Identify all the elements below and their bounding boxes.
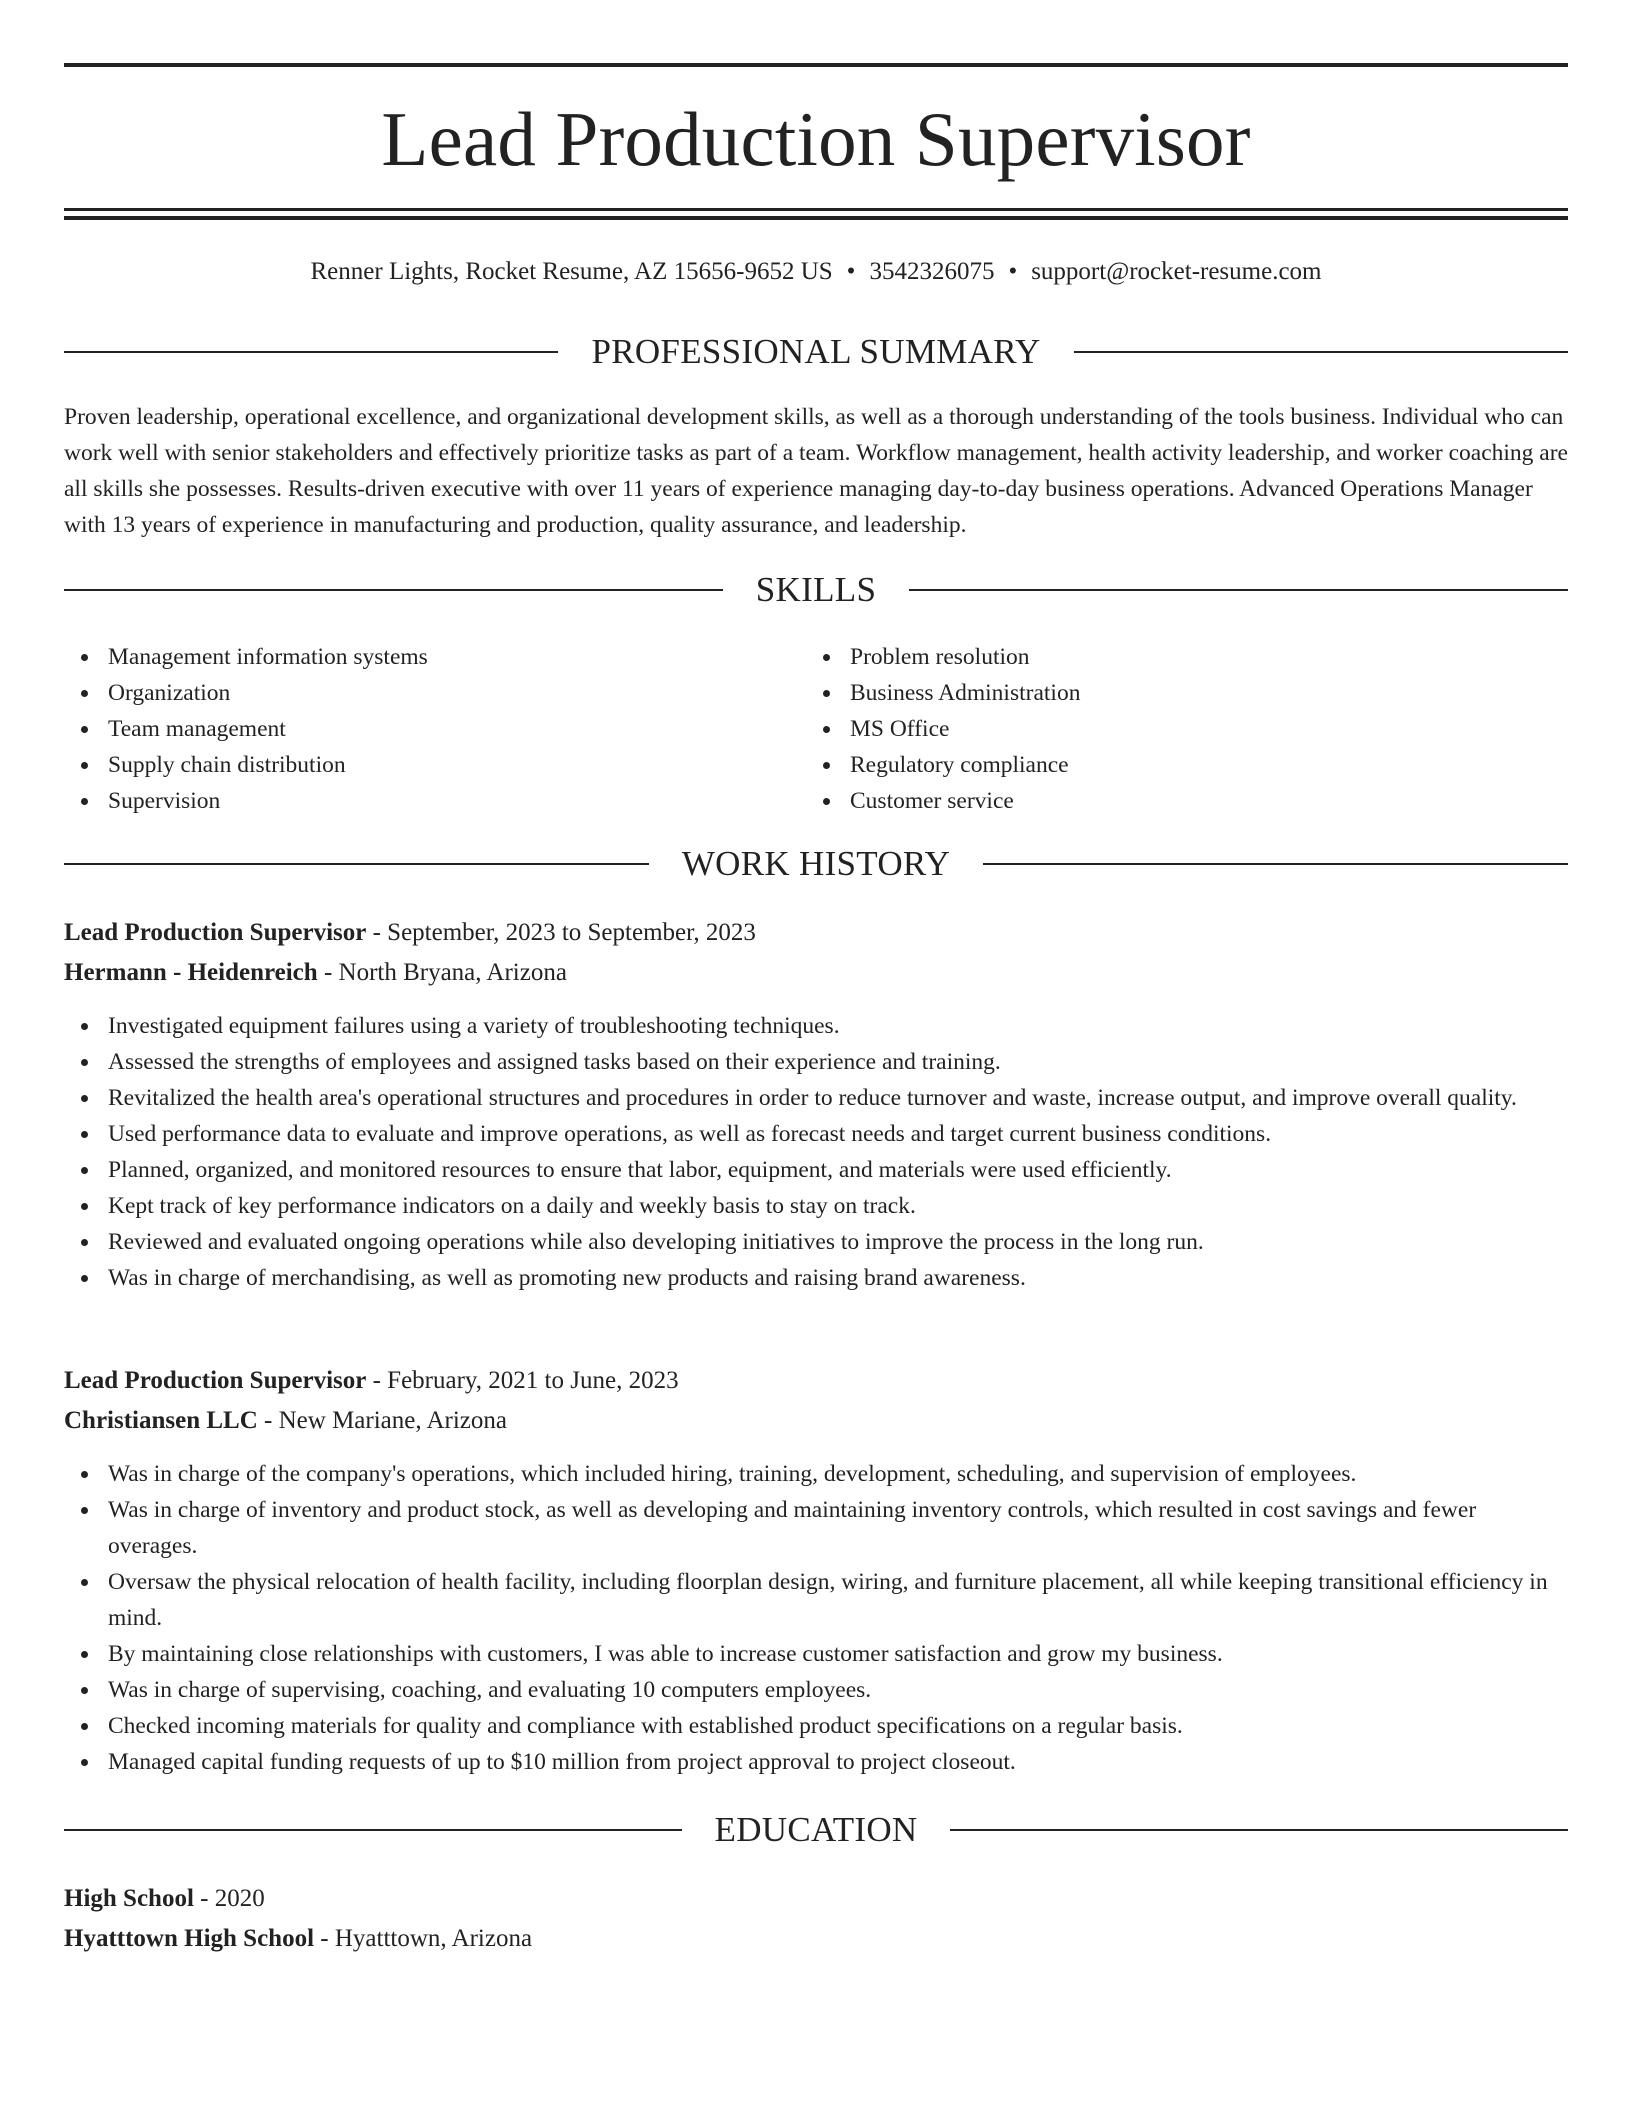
job-dates: - February, 2021 to June, 2023 [366,1367,679,1394]
section-rule [983,863,1568,865]
job-title: Lead Production Supervisor [64,919,367,946]
skill-item: Business Administration [850,675,1546,711]
job-location: - North Bryana, Arizona [317,959,567,986]
job-duties [64,1456,1568,1780]
contact-address: Renner Lights, Rocket Resume, AZ 15656-9652 US [310,258,833,285]
skill-item: Management information systems [108,639,804,675]
skills-list-left [64,639,804,819]
job-duty: Oversaw the physical relocation of health facility, including floorplan design, wiring, and furniture placement, all while keeping transitional efficiency in mind. [108,1564,1568,1636]
job-duty: Was in charge of inventory and product stock, as well as developing and maintaining inventory controls, which resulted in cost savings and fewer overages. [108,1492,1568,1564]
skills-column-left [64,639,804,819]
job-company-line [64,1401,1568,1441]
skill-item: Regulatory compliance [850,747,1546,783]
skill-item: Supervision [108,783,804,819]
education-location: - Hyatttown, Arizona [314,1925,533,1952]
section-header-summary [64,330,1568,374]
section-rule [64,589,723,591]
skills-list-right [806,639,1546,819]
job-duty: Planned, organized, and monitored resources to ensure that labor, equipment, and materials were used efficiently. [108,1152,1568,1188]
job-duty: Assessed the strengths of employees and assigned tasks based on their experience and training. [108,1044,1568,1080]
contact-email: support@rocket-resume.com [1031,258,1322,285]
section-rule [64,863,649,865]
job-title-line [64,913,1568,953]
job-duty: Used performance data to evaluate and improve operations, as well as forecast needs and target current business conditions. [108,1116,1568,1152]
contact-separator: • [846,258,856,285]
job-dates: - September, 2023 to September, 2023 [366,919,756,946]
job-duty: Was in charge of merchandising, as well as promoting new products and raising brand awareness. [108,1260,1568,1296]
contact-line [64,252,1568,292]
job-duty: Kept track of key performance indicators on a daily and weekly basis to stay on track. [108,1188,1568,1224]
skills-column-right [806,639,1546,819]
job-company: Hermann - Heidenreich [64,959,318,986]
section-title: SKILLS [755,570,877,609]
skill-item: MS Office [850,711,1546,747]
job-company: Christiansen LLC [64,1407,258,1434]
job-title-line [64,1361,1568,1401]
job-duty: Managed capital funding requests of up to $10 million from project approval to project closeout. [108,1744,1568,1780]
job-company-line [64,953,1568,993]
resume-title: Lead Production Supervisor [381,96,1251,182]
job-duty: Investigated equipment failures using a variety of troubleshooting techniques. [108,1008,1568,1044]
skill-item: Organization [108,675,804,711]
skill-item: Problem resolution [850,639,1546,675]
section-rule [64,351,558,353]
job-duty: Revitalized the health area's operational structures and procedures in order to reduce turnover and waste, increase output, and improve overall quality. [108,1080,1568,1116]
section-rule [909,589,1568,591]
title-rule-lower [64,216,1568,220]
job-duty: Checked incoming materials for quality and compliance with established product specifications on a regular basis. [108,1708,1568,1744]
education-degree-line [64,1879,1568,1919]
job-duties-list [64,1008,1568,1296]
education-degree: High School [64,1885,194,1912]
skill-item: Team management [108,711,804,747]
section-title: PROFESSIONAL SUMMARY [591,332,1041,371]
education-school: Hyatttown High School [64,1925,315,1952]
section-rule [1074,351,1568,353]
job-location: - New Mariane, Arizona [257,1407,508,1434]
summary-text: Proven leadership, operational excellence, and organizational development skills, as well as a thorough understanding of the tools business. Individual who can work well with senior stakeholders and effectively prioritize tasks as part of a team. Workflow management, health activity leadership, and worker coaching are all skills she possesses. Results-driven executive with over 11 years of experience managing day-to-day business operations. Advanced Operations Manager with 13 years of experience in manufacturing and production, quality assurance, and leadership. [64,404,1568,538]
section-title: WORK HISTORY [681,844,951,883]
skill-item: Customer service [850,783,1546,819]
education-year: - 2020 [193,1885,265,1912]
section-rule [950,1829,1568,1831]
top-rule [64,63,1568,67]
job-duty: By maintaining close relationships with customers, I was able to increase customer satisfaction and grow my business. [108,1636,1568,1672]
job-duty: Reviewed and evaluated ongoing operations while also developing initiatives to improve the process in the long run. [108,1224,1568,1260]
section-header-skills [64,568,1568,612]
section-title: EDUCATION [714,1810,918,1849]
section-header-work-history [64,842,1568,886]
job-duty: Was in charge of the company's operations, which included hiring, training, development, scheduling, and supervision of employees. [108,1456,1568,1492]
contact-phone: 3542326075 [869,258,995,285]
section-header-education [64,1808,1568,1852]
education-school-line [64,1919,1568,1959]
title-rule-upper [64,208,1568,211]
job-duties [64,1008,1568,1296]
job-duties-list [64,1456,1568,1780]
job-title: Lead Production Supervisor [64,1367,367,1394]
skill-item: Supply chain distribution [108,747,804,783]
contact-separator: • [1008,258,1018,285]
section-rule [64,1829,682,1831]
job-duty: Was in charge of supervising, coaching, and evaluating 10 computers employees. [108,1672,1568,1708]
